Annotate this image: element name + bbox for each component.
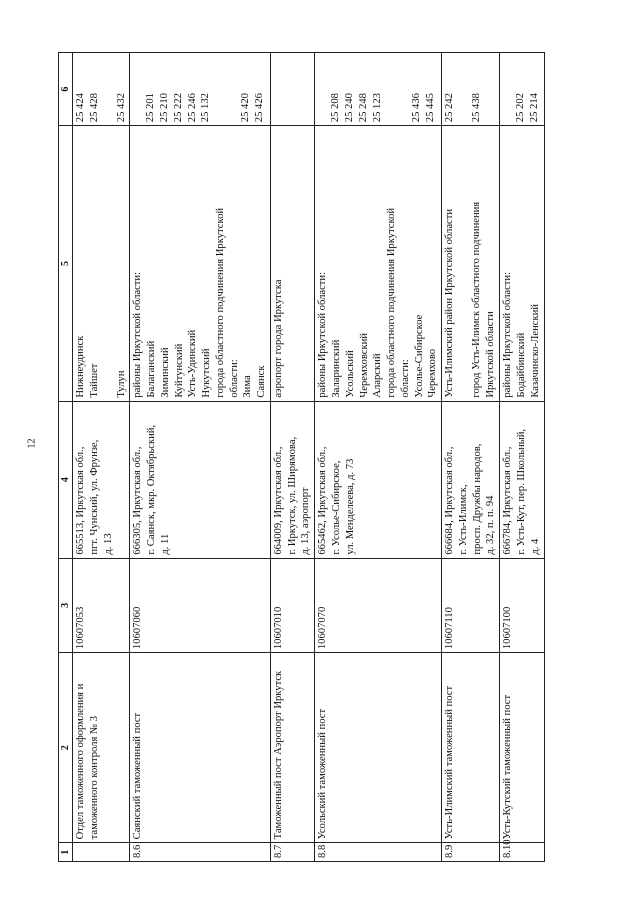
address-line: 666305, Иркутская обл.,	[132, 446, 144, 555]
area-line: области:	[399, 359, 411, 398]
post-address	[130, 401, 271, 558]
address-line: 666784, Иркутская обл.,	[502, 446, 514, 555]
code-line: 25 240	[344, 93, 356, 123]
post-name: Усольский таможенный пост	[315, 653, 442, 843]
post-name: Усть-Илимский таможенный пост	[442, 653, 500, 843]
post-name: Таможенный пост Аэропорт Иркутск	[270, 653, 314, 843]
post-name: Усть-Кутский таможенный пост	[500, 653, 544, 843]
area-line: Казачинско-Ленский	[529, 304, 541, 398]
oktmo-codes	[73, 53, 130, 126]
area-line: Куйтунский	[173, 343, 185, 398]
area-line: город Усть-Илимск областного подчинения	[470, 201, 482, 398]
area-line: Зима	[242, 375, 254, 398]
area-line: аэропорт города Иркутска	[272, 279, 284, 398]
table-row	[315, 53, 442, 862]
post-address	[315, 401, 442, 558]
code-line: 25 242	[444, 93, 456, 123]
post-code: 10607100	[500, 558, 544, 652]
address-line: 666684, Иркутская обл.,	[444, 446, 456, 555]
code-line	[484, 56, 497, 122]
area-line: Бодайбинский	[515, 332, 527, 398]
address-line: 665513, Иркутская обл.,	[75, 446, 86, 555]
post-code: 10607070	[315, 558, 442, 652]
row-number: 8.10	[500, 843, 544, 862]
area-line: Нижнеудинск	[75, 335, 86, 398]
column-number: 4	[59, 401, 73, 558]
code-line: 25 123	[371, 93, 383, 123]
code-line	[384, 56, 397, 122]
address-line: г. Усолье-Сибирское,	[331, 460, 343, 555]
row-number: 8.6	[130, 843, 271, 862]
address-line: 665462, Иркутская обл.,	[317, 446, 329, 555]
area-line: Усть-Илимский район Иркутской области	[444, 208, 456, 398]
address-line: г. Усть-Кут, пер. Школьный,	[515, 428, 527, 555]
area-line: Саянск	[256, 365, 268, 398]
post-address	[442, 401, 500, 558]
address-line: д. 4	[529, 538, 541, 555]
oktmo-codes	[500, 53, 544, 126]
page-number: 12	[26, 438, 38, 449]
code-line: 25 432	[115, 93, 127, 123]
area-line: Усольский	[344, 350, 356, 398]
area-line: Тулун	[115, 370, 127, 398]
served-areas	[315, 126, 442, 401]
post-code: 10607053	[73, 558, 130, 652]
row-number: 8.7	[270, 843, 314, 862]
row-number: 8.9	[442, 843, 500, 862]
code-line	[213, 56, 226, 122]
oktmo-codes	[270, 53, 314, 126]
table-row	[270, 53, 314, 862]
code-line	[457, 56, 470, 122]
area-line: Заларинский	[331, 339, 343, 398]
code-line	[131, 56, 144, 122]
address-line: д. 13	[102, 533, 114, 555]
row-number: 8.8	[315, 843, 442, 862]
post-name: Саянский таможенный пост	[130, 653, 271, 843]
area-line: Черемхово	[427, 348, 439, 398]
code-line	[397, 56, 410, 122]
post-name: Отдел таможенного оформления и таможенного контроля № 3	[73, 653, 130, 843]
column-number: 6	[59, 53, 73, 126]
post-address	[500, 401, 544, 558]
code-line: 25 246	[186, 93, 198, 123]
oktmo-codes	[442, 53, 500, 126]
area-line: области:	[228, 359, 240, 398]
code-line: 25 132	[200, 93, 212, 123]
code-line: 25 222	[172, 93, 184, 123]
post-address	[270, 401, 314, 558]
area-line: районы Иркутской области:	[317, 271, 329, 398]
served-areas	[73, 126, 130, 401]
code-line: 25 248	[357, 93, 369, 123]
address-line: д. 32, п. п. 94	[485, 495, 497, 555]
area-line: Усть-Удинский	[187, 329, 199, 398]
code-line	[226, 56, 239, 122]
area-line: районы Иркутской области:	[502, 271, 514, 398]
oktmo-codes	[315, 53, 442, 126]
post-address	[73, 401, 130, 558]
code-line: 25 202	[515, 93, 527, 123]
post-code: 10607110	[442, 558, 500, 652]
column-number: 5	[59, 126, 73, 401]
area-line: Тайшет	[88, 363, 100, 398]
area-line: Иркутской области	[484, 311, 496, 398]
code-line	[501, 56, 514, 122]
area-line: Нукутский	[201, 348, 213, 398]
column-number-row	[59, 53, 73, 862]
post-code: 10607060	[130, 558, 271, 652]
oktmo-codes	[130, 53, 271, 126]
address-line: г. Усть-Илимск,	[457, 484, 469, 555]
code-line	[316, 56, 329, 122]
served-areas	[500, 126, 544, 401]
address-line: 664009, Иркутская обл.,	[272, 446, 284, 555]
area-line: Зиминский	[159, 347, 171, 398]
area-line	[102, 129, 115, 397]
code-line: 25 426	[253, 93, 265, 123]
code-line: 25 210	[159, 93, 171, 123]
area-line: города областного подчинения Иркутской	[214, 207, 226, 398]
area-line: города областного подчинения Иркутской	[386, 207, 398, 398]
address-line: г. Иркутск, ул. Ширямова,	[286, 436, 298, 555]
table-row	[73, 53, 130, 862]
served-areas	[442, 126, 500, 401]
table-row	[130, 53, 271, 862]
column-number: 3	[59, 558, 73, 652]
address-line: ул. Менделеева, д. 73	[344, 458, 356, 555]
code-line: 25 445	[425, 93, 437, 123]
table-row	[500, 53, 544, 862]
customs-posts-table	[58, 52, 545, 862]
post-code: 10607010	[270, 558, 314, 652]
code-line	[102, 56, 115, 122]
code-line: 25 438	[470, 93, 482, 123]
column-number: 2	[59, 653, 73, 843]
code-line: 25 208	[330, 93, 342, 123]
area-line: Аларский	[372, 353, 384, 398]
column-number: 1	[59, 843, 73, 862]
table-body	[73, 53, 545, 862]
code-line: 25 420	[240, 93, 252, 123]
table-row	[442, 53, 500, 862]
code-line: 25 428	[88, 93, 100, 123]
address-line: д. 11	[159, 533, 171, 555]
code-line: 25 436	[411, 93, 423, 123]
address-line: просп. Дружбы народов,	[471, 443, 483, 555]
area-line: Балаганский	[146, 340, 158, 398]
area-line: Черемховский	[358, 333, 370, 398]
area-line: районы Иркутской области:	[132, 271, 144, 398]
address-line: г. Саянск, мкр. Октябрьский,	[146, 424, 158, 555]
served-areas	[270, 126, 314, 401]
code-line: 25 214	[528, 93, 540, 123]
served-areas	[130, 126, 271, 401]
area-line	[457, 129, 470, 397]
address-line: пгт. Чунский, ул. Фрунзе,	[88, 439, 100, 555]
rotated-page	[58, 52, 572, 862]
area-line: Усолье-Сибирское	[413, 314, 425, 398]
row-number	[73, 843, 130, 862]
code-line: 25 424	[75, 93, 86, 123]
address-line: д. 13, аэропорт	[300, 487, 312, 555]
code-line: 25 201	[145, 93, 157, 123]
